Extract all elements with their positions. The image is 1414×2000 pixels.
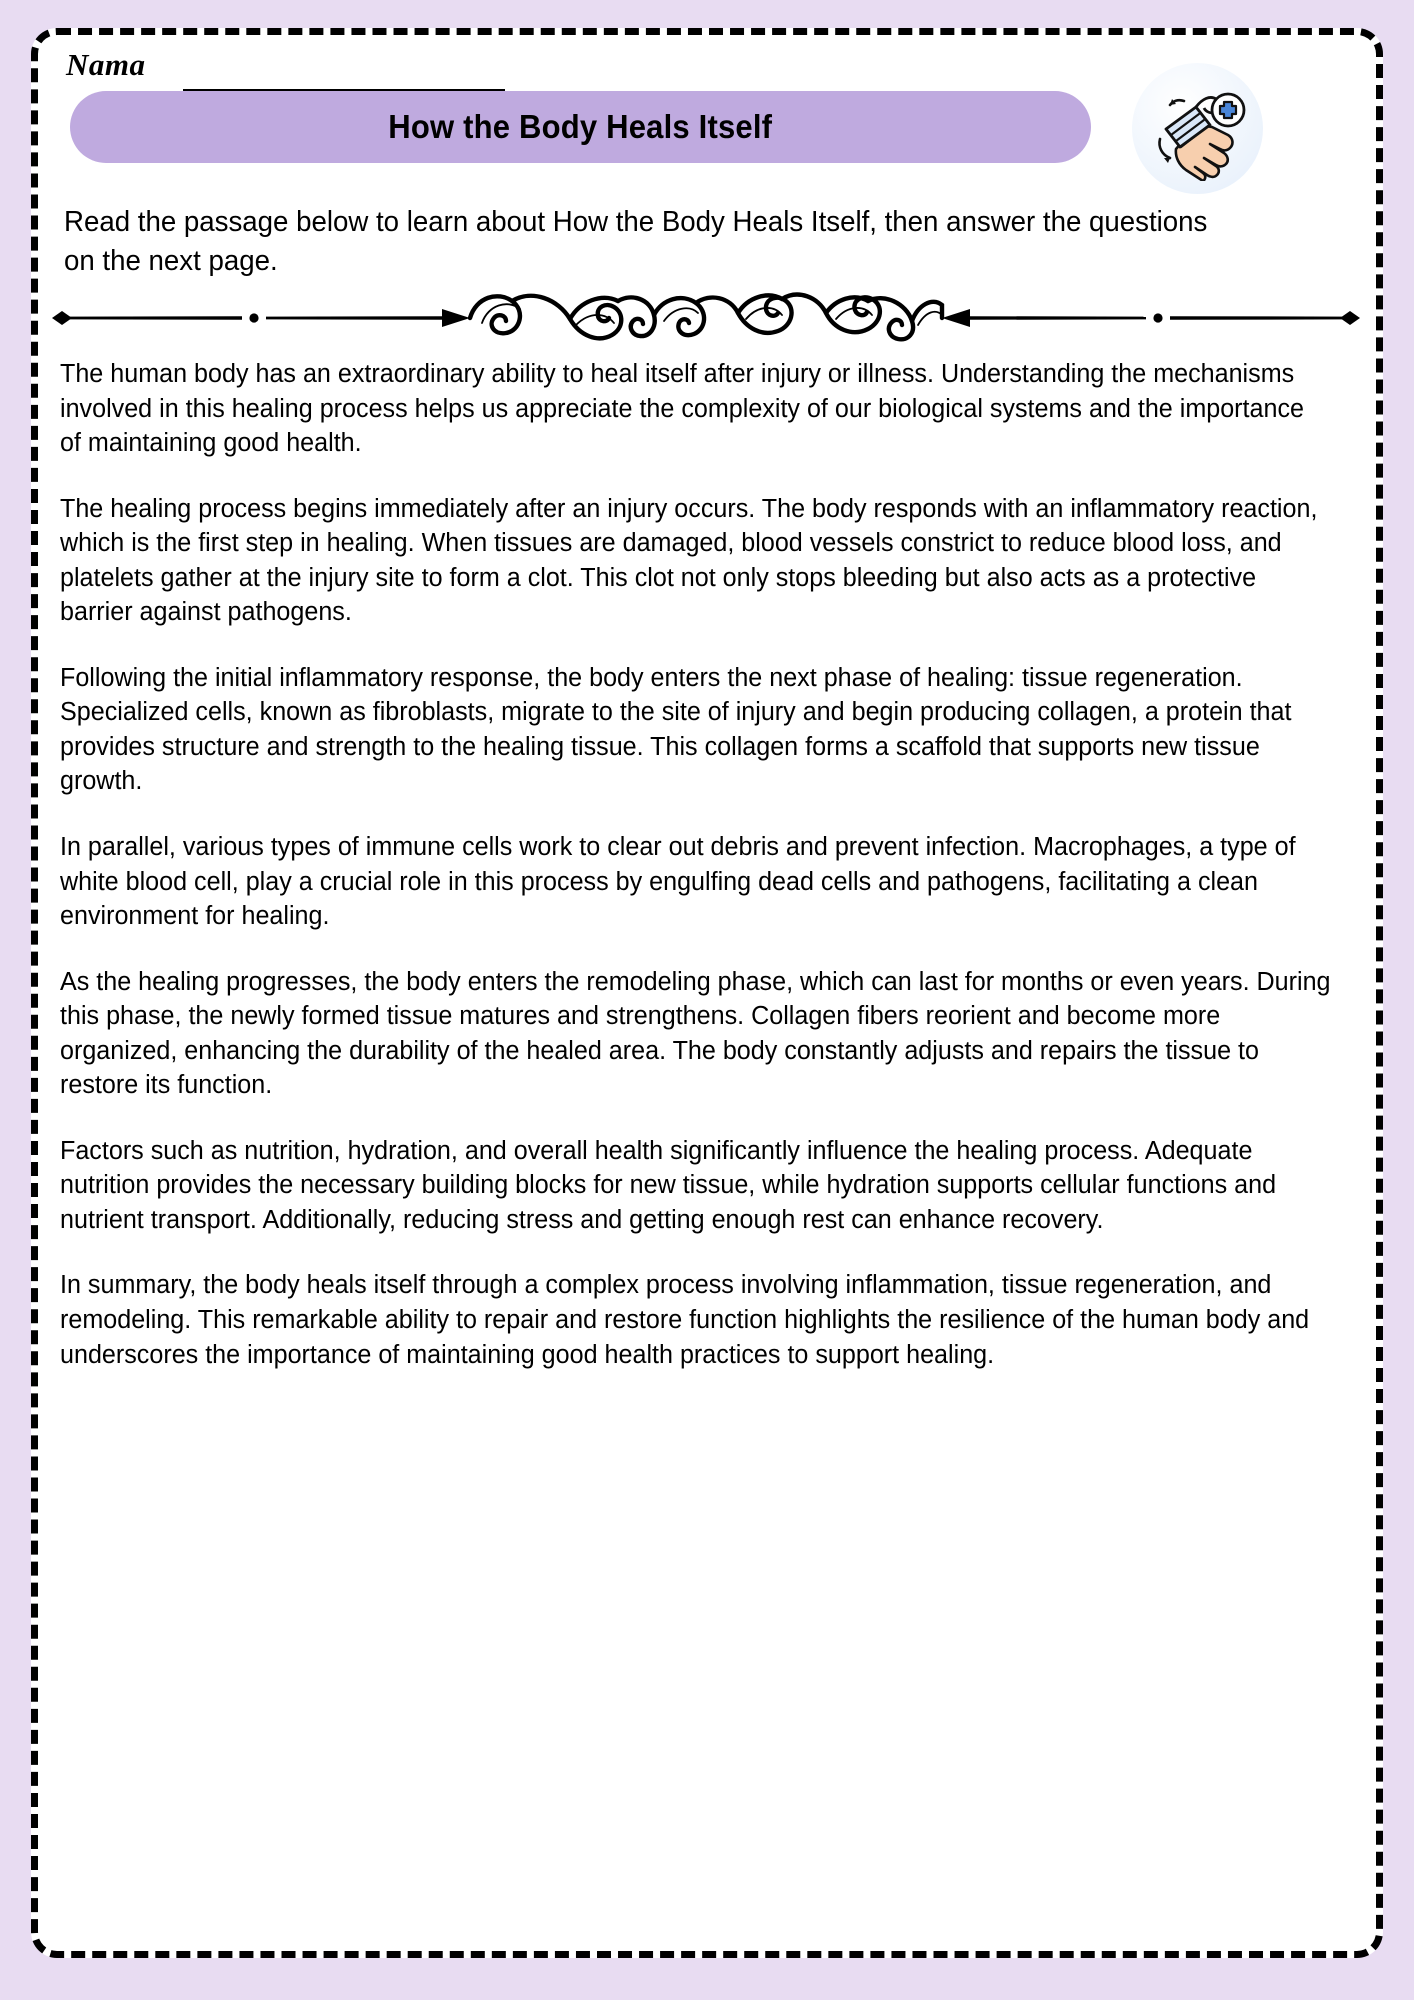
passage-paragraph: Factors such as nutrition, hydration, and overall health significantly influence the healing process. Adequate nutrition provides the necessary building blocks for new tissue, while hydration supports cellular functions and nutrient transport. Additionally, reducing stress and getting enough rest can enhance recovery. xyxy=(60,1136,1277,1234)
passage-paragraph: As the healing progresses, the body enters the remodeling phase, which can last for months or even years. During this phase, the newly formed tissue matures and strengthens. Collagen fibers reorient and become more organized, enhancing the durability of the healed area. The body constantly adjusts and repairs the tissue to restore its function. xyxy=(60,967,1331,1100)
passage-paragraph: The human body has an extraordinary ability to heal itself after injury or illness. Understanding the mechanisms involved in this healing process helps us appreciate the complexity of our biological systems and the importance of maintaining good health. xyxy=(60,360,1304,458)
instructions-text: Read the passage below to learn about How the Body Heals Itself, then answer the questions on the next page. xyxy=(64,206,1208,278)
passage-body xyxy=(60,357,1350,1372)
ornamental-divider xyxy=(46,287,1366,349)
passage-paragraph: In parallel, various types of immune cells work to clear out debris and prevent infection. Macrophages, a type of white blood cell, play a crucial role in this process by engulfing dead cells and pathogens, facilitating a clean environment for healing. xyxy=(60,833,1296,931)
name-label: Nama xyxy=(66,47,146,82)
passage-paragraph: The healing process begins immediately after an injury occurs. The body responds with an inflammatory reaction, which is the first step in healing. When tissues are damaged, blood vessels constrict to reduce blood loss, and platelets gather at the injury site to form a clot. This clot not only stops bleeding but also acts as a protective barrier against pathogens. xyxy=(60,494,1318,627)
page-title: How the Body Heals Itself xyxy=(388,108,773,145)
passage-paragraph: In summary, the body heals itself through a complex process involving inflammation, tissue regeneration, and remodeling. This remarkable ability to repair and restore function highlights the resilience of the human body and underscores the importance of maintaining good health practices to support healing. xyxy=(60,1271,1310,1369)
passage-paragraph: Following the initial inflammatory response, the body enters the next phase of healing: tissue regeneration. Specialized cells, known as fibroblasts, migrate to the site of injury and begin producing collagen, a protein that provides structure and strength to the healing tissue. This collagen forms a scaffold that supports new tissue growth. xyxy=(60,663,1292,796)
bandaged-hand-icon xyxy=(1132,63,1263,194)
worksheet-page xyxy=(31,28,1383,1958)
title-banner xyxy=(70,91,1091,163)
